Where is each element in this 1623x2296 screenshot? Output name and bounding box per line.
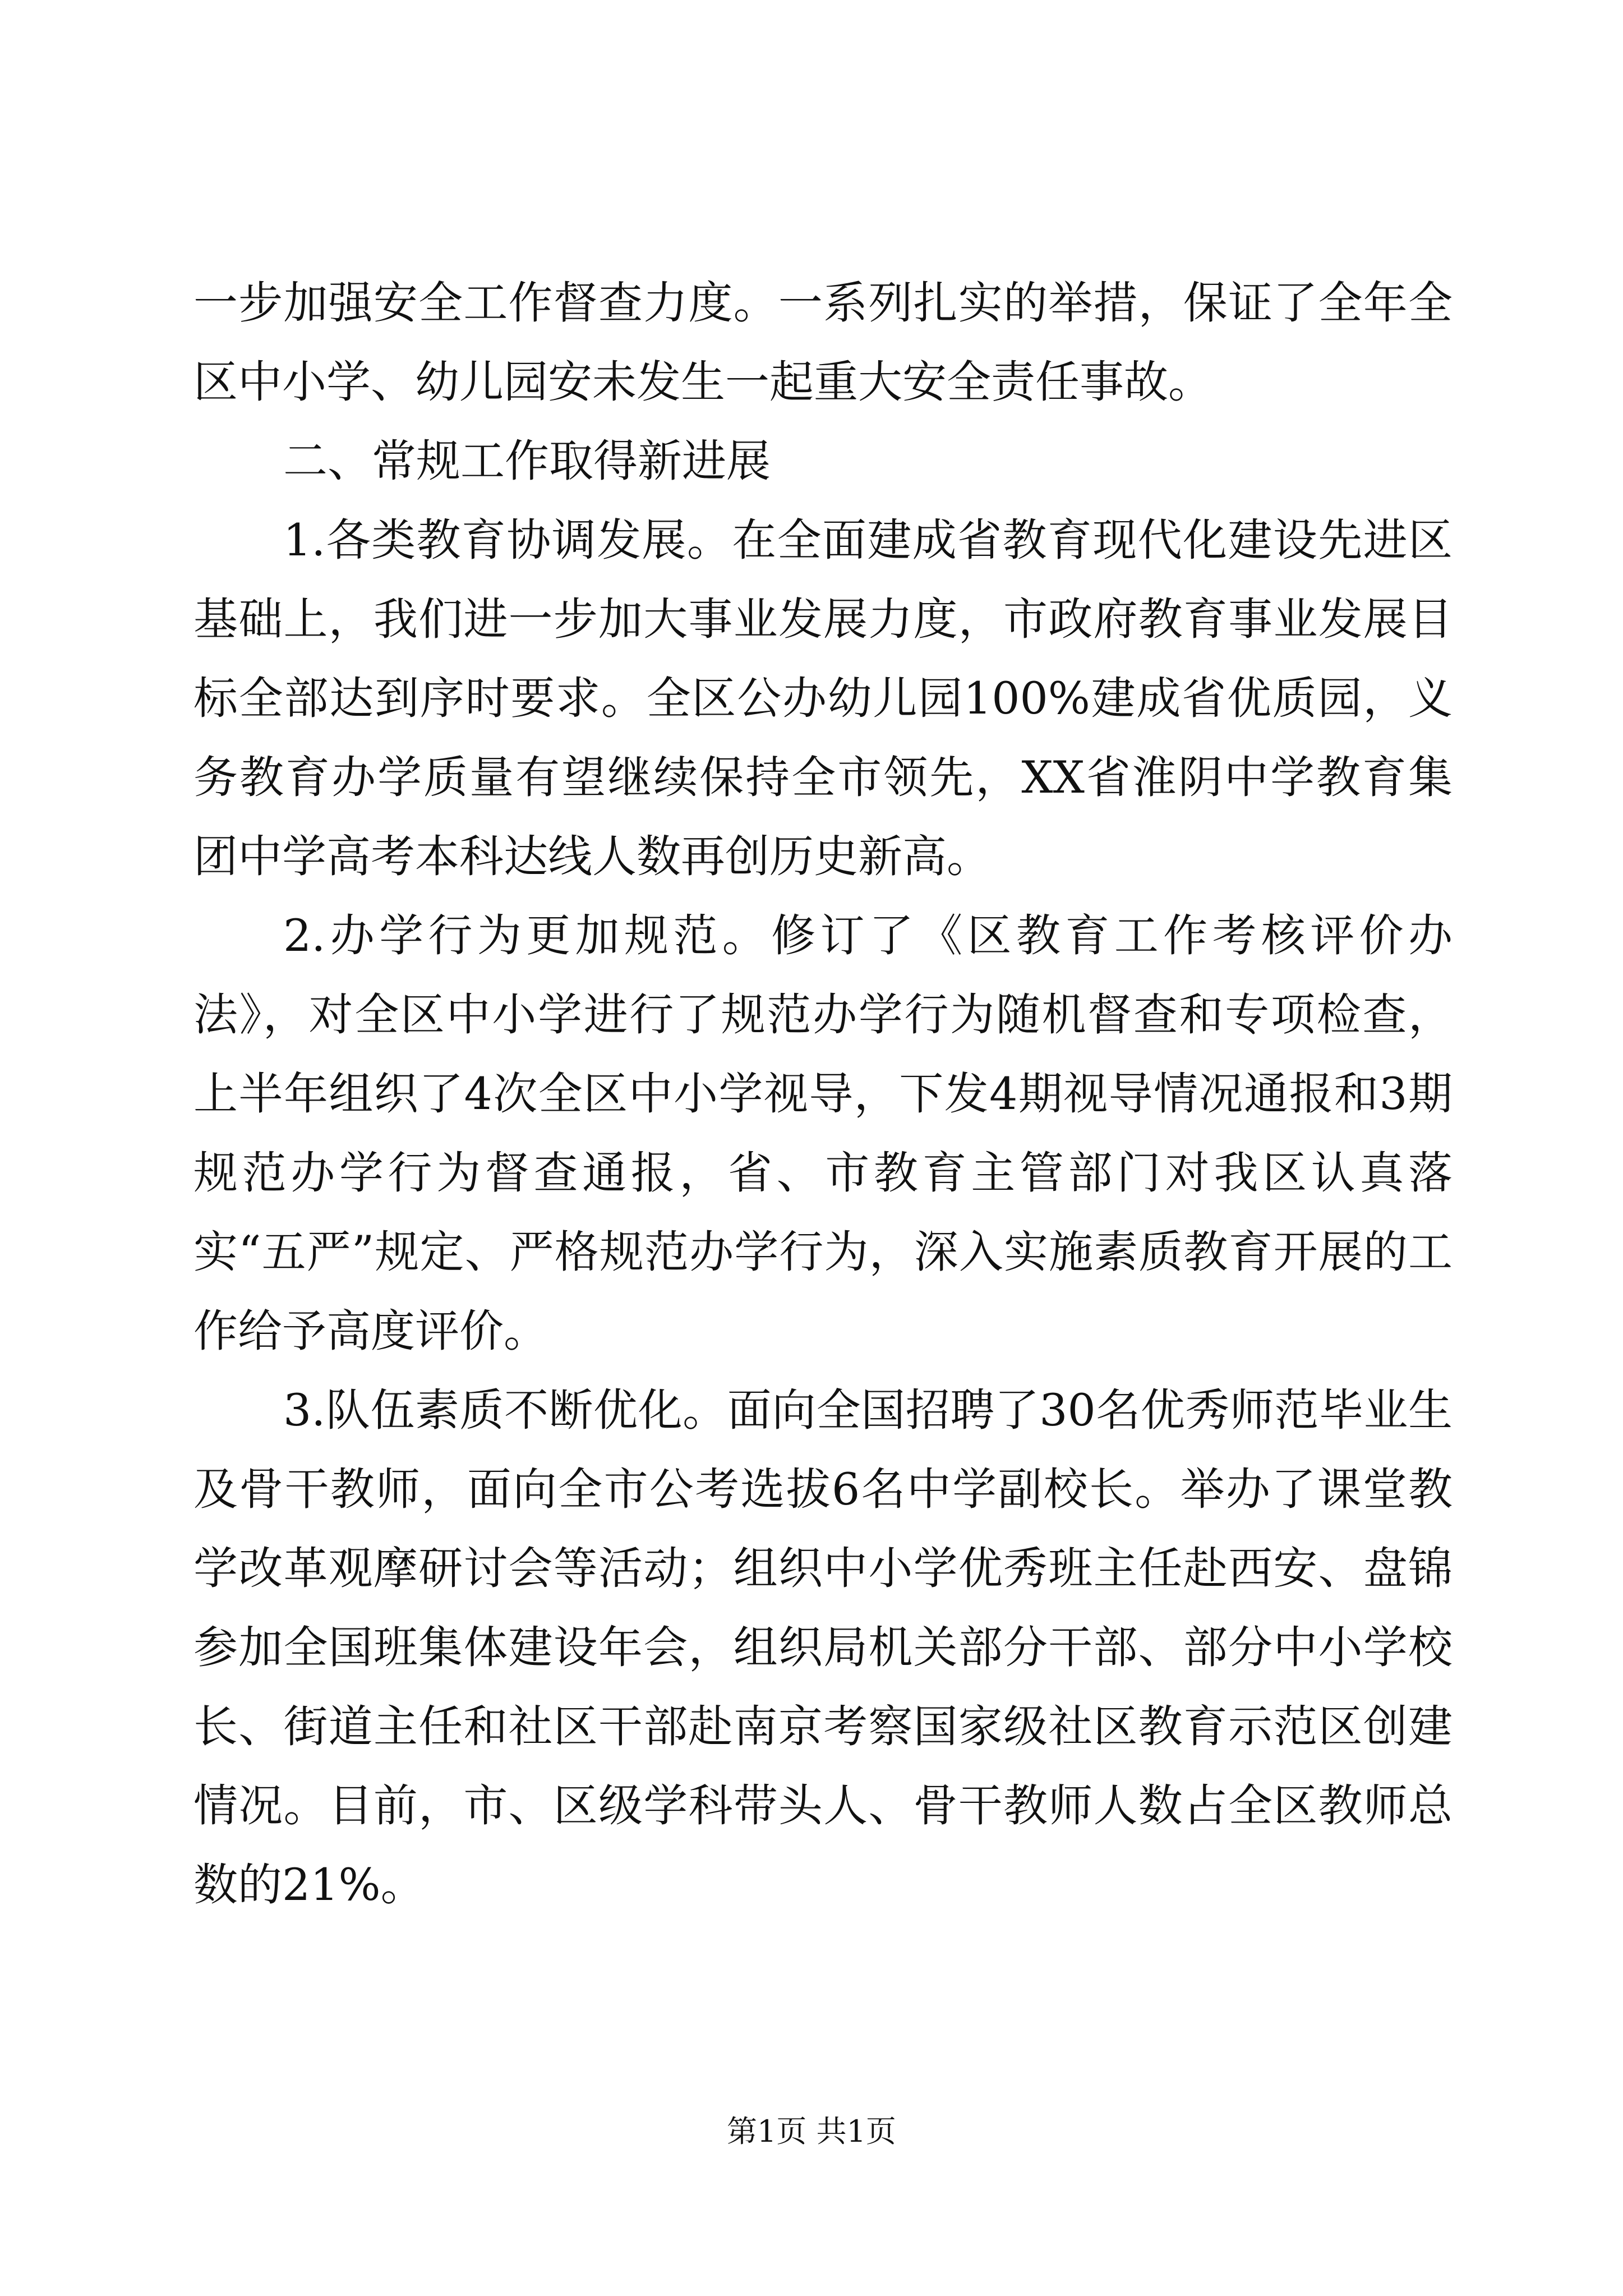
paragraph-item-1: 1.各类教育协调发展。在全面建成省教育现代化建设先进区基础上，我们进一步加大事业发展力度，市政府教育事业发展目标全部达到序时要求。全区公办幼儿园100%建成省优质园，义务教育办学质量有望继续保持全市领先，XX省淮阴中学教育集团中学高考本科达线人数再创历史新高。	[193, 514, 1453, 882]
paragraph-item-2: 2.办学行为更加规范。修订了《区教育工作考核评价办法》，对全区中小学进行了规范办学行为随机督查和专项检查，上半年组织了4次全区中小学视导，下发4期视导情况通报和3期规范办学行为督查通报，省、市教育主管部门对我区认真落实“五严”规定、严格规范办学行为，深入实施素质教育开展的工作给予高度评价。	[193, 910, 1453, 1357]
document-body	[193, 264, 1453, 1925]
paragraph-continuation: 一步加强安全工作督查力度。一系列扎实的举措，保证了全年全区中小学、幼儿园安未发生一起重大安全责任事故。	[193, 277, 1453, 408]
section-heading: 二、常规工作取得新进展	[283, 435, 771, 487]
paragraph-item-3: 3.队伍素质不断优化。面向全国招聘了30名优秀师范毕业生及骨干教师，面向全市公考选拔6名中学副校长。举办了课堂教学改革观摩研讨会等活动；组织中小学优秀班主任赴西安、盘锦参加全国班集体建设年会，组织局机关部分干部、部分中小学校长、街道主任和社区干部赴南京考察国家级社区教育示范区创建情况。目前，市、区级学科带头人、骨干教师人数占全区教师总数的21%。	[193, 1384, 1453, 1911]
page-footer: 第1页 共1页	[727, 2114, 896, 2149]
